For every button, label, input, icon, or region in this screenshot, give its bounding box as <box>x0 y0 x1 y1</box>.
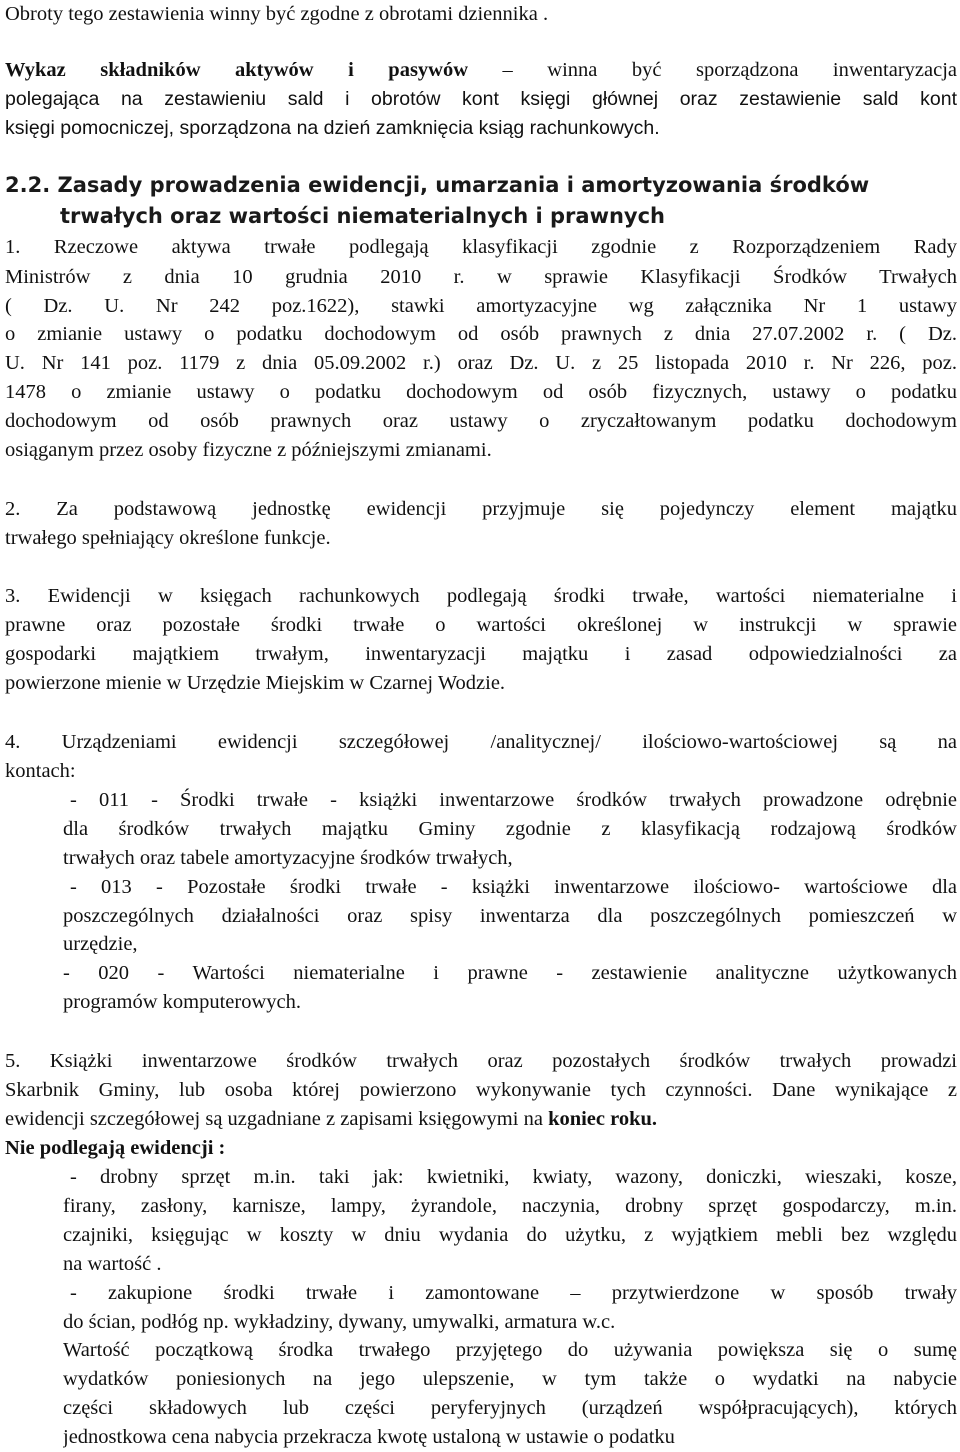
closing-line: jednostkowa cena nabycia przekracza kwotę ustaloną w ustawie o podatku <box>63 1426 675 1448</box>
p1-line: dochodowym od osób prawnych oraz ustawy o zryczałtowanym podatku dochodowym <box>5 410 957 432</box>
p3-line: gospodarki majątkiem trwałym, inwentaryzacji majątku i zasad odpowiedzialności za <box>5 643 957 665</box>
account-item-020: programów komputerowych. <box>63 991 301 1013</box>
not-subject-item: firany, zasłony, karnisze, lampy, żyrandole, naczynia, drobny sprzęt gospodarczy, m.in. <box>63 1195 957 1217</box>
p3-line: 3. Ewidencji w księgach rachunkowych podlegają środki trwałe, wartości niematerialne i <box>5 585 957 607</box>
closing-line: części składowych lub części peryferyjnych (urządzeń współpracujących), których <box>63 1397 957 1419</box>
not-subject-item: na wartość . <box>63 1253 162 1275</box>
account-item-011: - 011 - Środki trwałe - książki inwentarzowe środków trwałych prowadzone odrębnie <box>70 789 957 811</box>
not-subject-heading: Nie podlegają ewidencji : <box>5 1137 226 1159</box>
p5-line-3: ewidencji szczegółowej są uzgadniane z zapisami księgowymi na <box>5 1108 543 1130</box>
account-item-013: urzędzie, <box>63 933 138 955</box>
p3-line: powierzone mienie w Urzędzie Miejskim w Czarnej Wodzie. <box>5 672 506 694</box>
wykaz-line-1 <box>5 56 957 84</box>
p5-line: 5. Książki inwentarzowe środków trwałych oraz pozostałych środków trwałych prowadzi <box>5 1050 957 1072</box>
not-subject-item: do ścian, podłóg np. wykładziny, dywany, umywalki, armatura w.c. <box>63 1311 616 1333</box>
p1-line: osiąganym przez osoby fizyczne z późniejszymi zmianami. <box>5 439 492 461</box>
section-heading-line-1: 2.2. Zasady prowadzenia ewidencji, umarzania i amortyzowania środków <box>5 173 870 197</box>
intro-line: Obroty tego zestawienia winny być zgodne z obrotami dziennika . <box>5 3 549 25</box>
p1-line: Ministrów z dnia 10 grudnia 2010 r. w sprawie Klasyfikacji Środków Trwałych <box>5 266 957 288</box>
section-heading-line-2: trwałych oraz wartości niematerialnych i prawnych <box>60 204 666 228</box>
not-subject-heading-row <box>5 1134 957 1162</box>
p1-line: 1. Rzeczowe aktywa trwałe podlegają klasyfikacji zgodnie z Rozporządzeniem Rady <box>5 236 957 258</box>
closing-line: Wartość początkową środka trwałego przyjętego do używania powiększa się o sumę <box>63 1339 957 1361</box>
p5-line-3-bold: koniec roku. <box>548 1108 658 1130</box>
wykaz-line-3: księgi pomocniczej, sporządzona na dzień zamknięcia ksiąg rachunkowych. <box>5 117 660 139</box>
wykaz-line-2: polegająca na zestawieniu sald i obrotów kont księgi głównej oraz zestawienie sald kont <box>5 88 957 110</box>
account-item-013: poszczególnych działalności oraz spisy inwentarza dla poszczególnych pomieszczeń w <box>63 905 957 927</box>
p2-line: 2. Za podstawową jednostkę ewidencji przyjmuje się pojedynczy element majątku <box>5 498 957 520</box>
p1-line: U. Nr 141 poz. 1179 z dnia 05.09.2002 r.) oraz Dz. U. z 25 listopada 2010 r. Nr 226, poz. <box>5 352 957 374</box>
p1-line: ( Dz. U. Nr 242 poz.1622), stawki amortyzacyjne wg załącznika Nr 1 ustawy <box>5 295 957 317</box>
closing-line: wydatków poniesionych na jego ulepszenie, w tym także o wydatki na nabycie <box>63 1368 957 1390</box>
account-item-011: dla środków trwałych majątku Gminy zgodnie z klasyfikacją rodzajową środków <box>63 818 957 840</box>
account-item-013: - 013 - Pozostałe środki trwałe - książki inwentarzowe ilościowo- wartościowe dla <box>70 876 957 898</box>
account-item-011: trwałych oraz tabele amortyzacyjne środków trwałych, <box>63 847 513 869</box>
p4-line: kontach: <box>5 760 76 782</box>
p1-line: 1478 o zmianie ustawy o podatku dochodowym od osób fizycznych, ustawy o podatku <box>5 381 957 403</box>
p3-line: prawne oraz pozostałe środki trwałe o wartości określonej w instrukcji w sprawie <box>5 614 957 636</box>
wykaz-lead: Wykaz składników aktywów i pasywów <box>5 59 469 81</box>
not-subject-item: - zakupione środki trwałe i zamontowane – przytwierdzone w sposób trwały <box>70 1282 957 1304</box>
p1-line: o zmianie ustawy o podatku dochodowym od osób prawnych z dnia 27.07.2002 r. ( Dz. <box>5 323 957 345</box>
p5-line <box>5 1105 957 1133</box>
p4-line: 4. Urządzeniami ewidencji szczegółowej /analitycznej/ ilościowo-wartościowej są na <box>5 731 957 753</box>
p5-line: Skarbnik Gminy, lub osoba której powierzono wykonywanie tych czynności. Dane wynikające z <box>5 1079 957 1101</box>
not-subject-item: - drobny sprzęt m.in. taki jak: kwietniki, kwiaty, wazony, doniczki, wieszaki, kosze, <box>70 1166 957 1188</box>
not-subject-item: czajniki, księgując w koszty w dniu wydania do użytku, z wyjątkiem mebli bez względu <box>63 1224 957 1246</box>
account-item-020: - 020 - Wartości niematerialne i prawne - zestawienie analityczne użytkowanych <box>63 962 957 984</box>
p2-line: trwałego spełniający określone funkcje. <box>5 527 331 549</box>
wykaz-line-1-rest: – winna być sporządzona inwentaryzacja <box>502 59 957 81</box>
